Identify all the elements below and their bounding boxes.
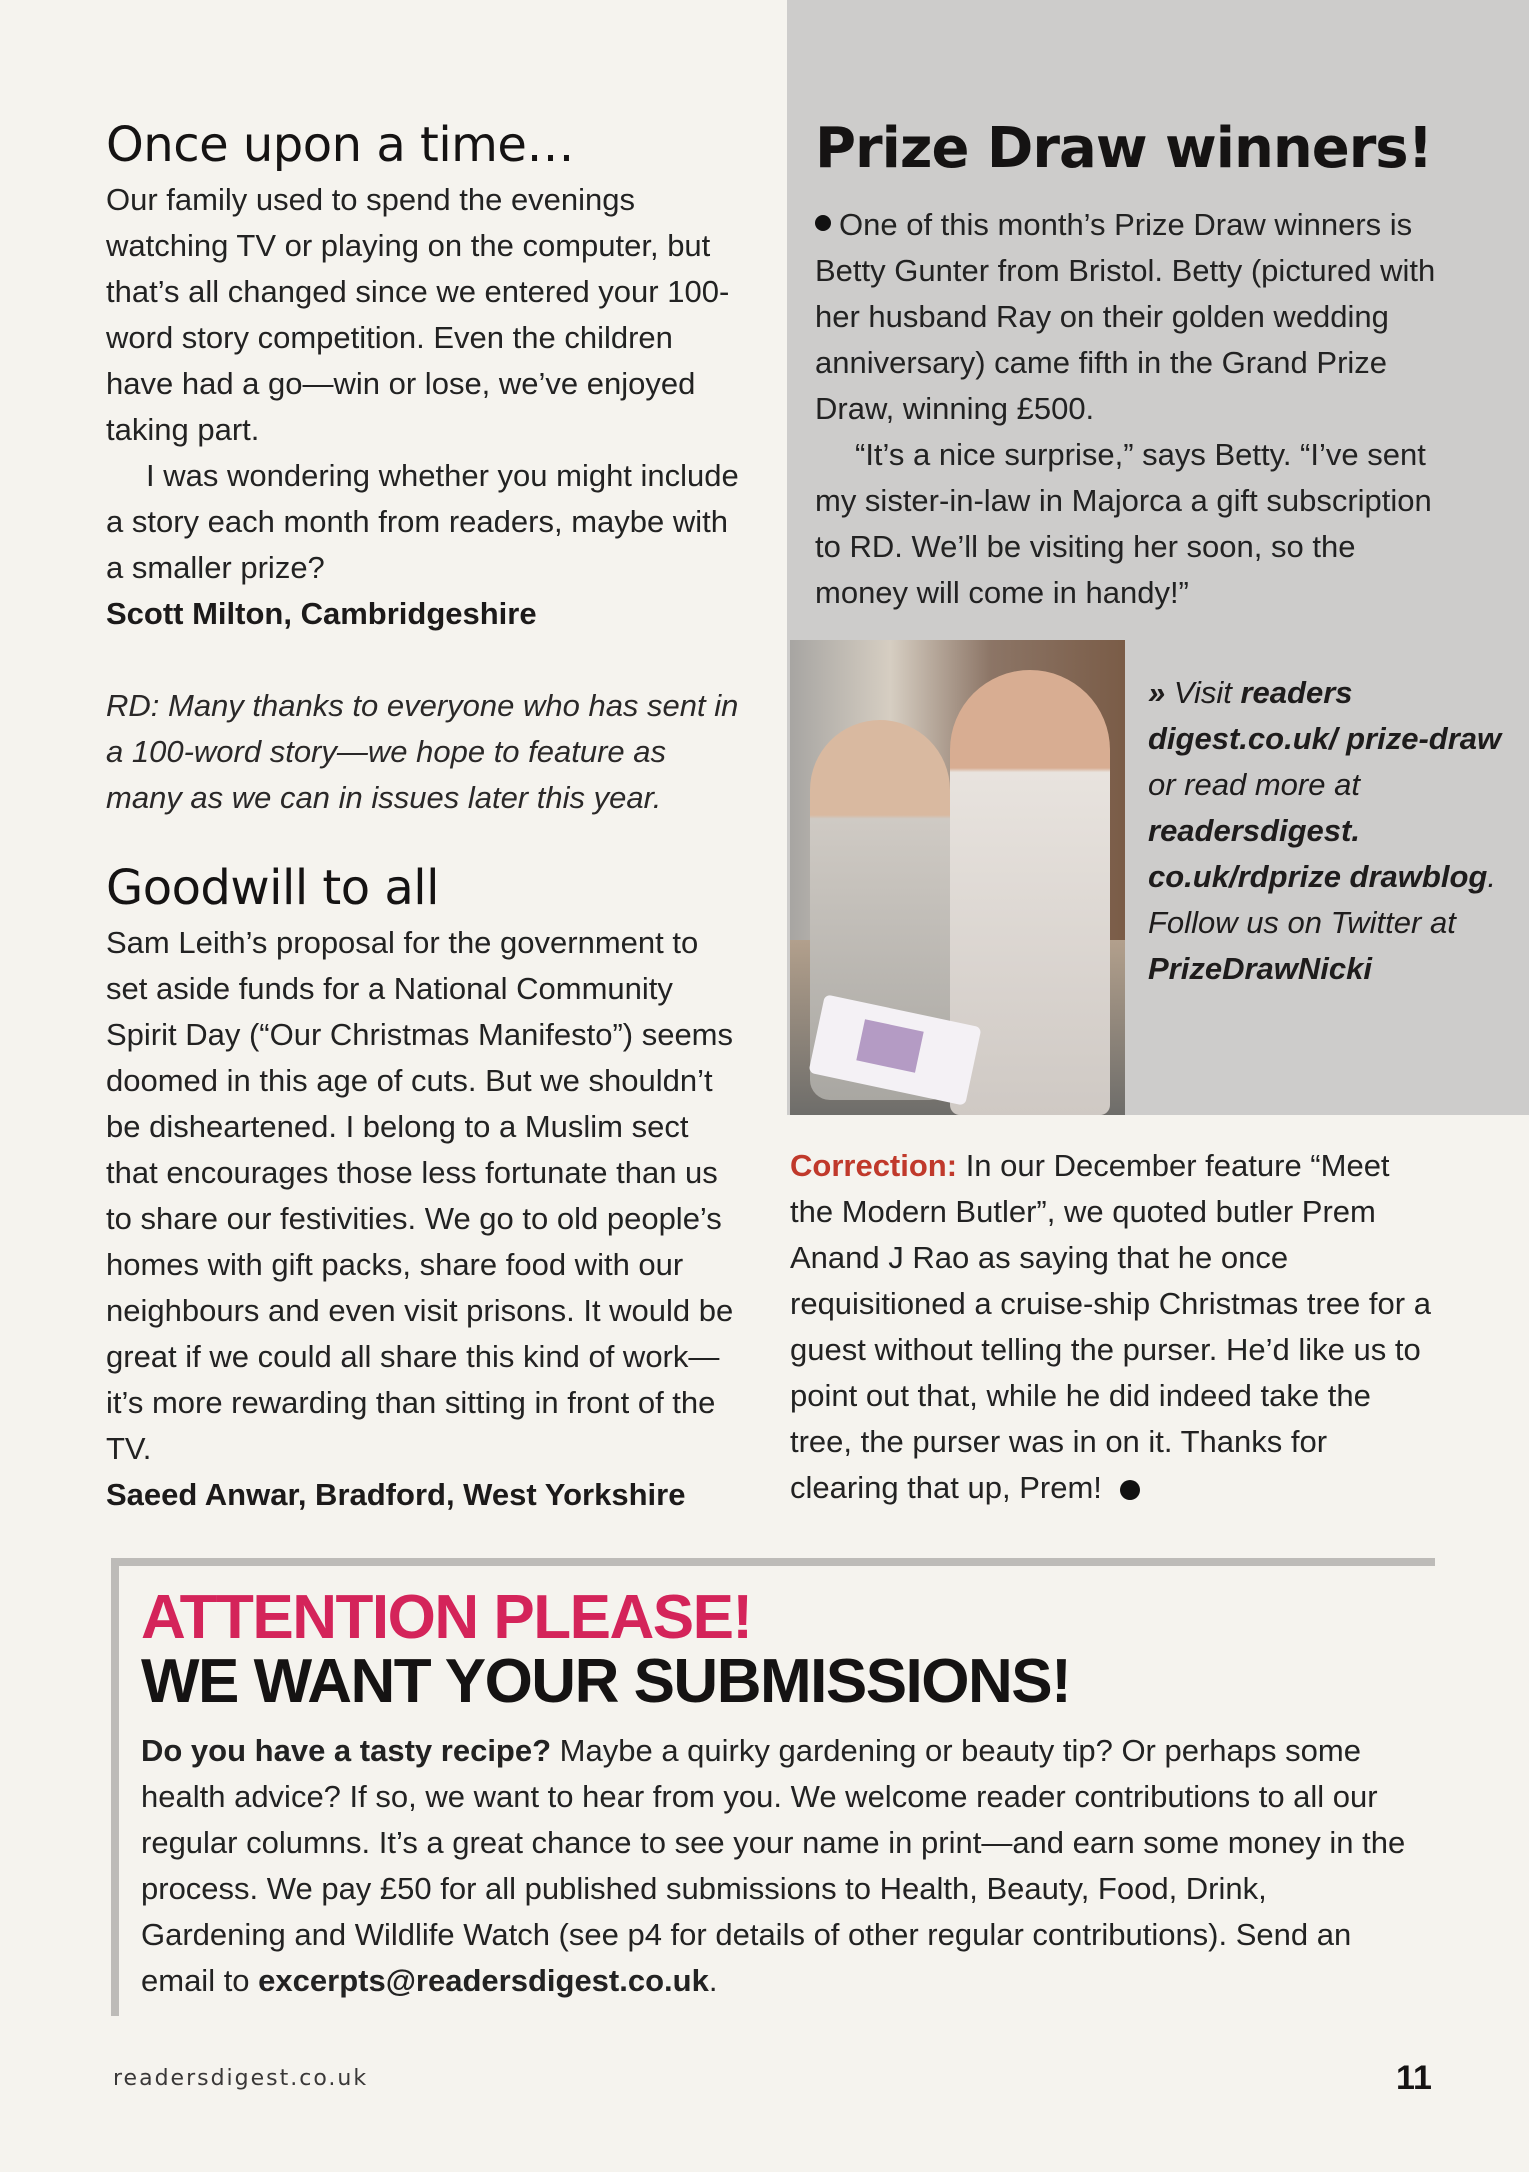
- prize-draw-link[interactable]: readers digest.co.uk/ prize-draw: [1148, 675, 1502, 756]
- winner-photo-block: [790, 640, 1529, 1115]
- winners-photo: [790, 640, 1125, 1115]
- bullet-icon: [815, 215, 831, 231]
- photo-caption: » Visit readers digest.co.uk/ prize-draw or read more at readersdigest. co.uk/rdprize drawblog. Follow us on Twitter at PrizeDrawNicki: [1148, 675, 1502, 986]
- letter-signature: Saeed Anwar, Bradford, West Yorkshire: [106, 1477, 686, 1513]
- prize-draw-column: [815, 118, 1455, 616]
- correction-text: In our December feature “Meet the Modern Butler”, we quoted butler Prem Anand J Rao as saying that he once requisitioned a cruise-ship Christmas tree for a guest without telling the purser. He’d like us to point out that, while he did indeed take the tree, the purser was in on it. Thanks for clearing that up, Prem!: [790, 1148, 1431, 1505]
- prize-quote: “It’s a nice surprise,” says Betty. “I’ve sent my sister-in-law in Majorca a gift subscription to RD. We’ll be visiting her soon, so the money will come in handy!”: [815, 436, 1432, 610]
- correction-note: [790, 1143, 1440, 1511]
- submissions-text: Do you have a tasty recipe? Maybe a quirky gardening or beauty tip? Or perhaps some health advice? If so, we want to hear from you. We welcome reader contributions to all our regular columns. It’s a great chance to see your name in print—and earn some money in the process. We pay £50 for all published submissions to Health, Beauty, Food, Drink, Gardening and Wildlife Watch (see p4 for details of other regular contributions). Send an email to excerpts@readersdigest.co.uk.: [141, 1733, 1406, 1998]
- letter-paragraph: Our family used to spend the evenings watching TV or playing on the computer, but that’s all changed since we entered your 100-word story competition. Even the children have had a go—win or lose, we’ve enjoyed taking part.: [106, 182, 730, 448]
- submissions-heading: WE WANT YOUR SUBMISSIONS!: [141, 1647, 1071, 1716]
- letter-paragraph: I was wondering whether you might include a story each month from readers, maybe with a smaller prize?: [106, 458, 739, 586]
- letters-column: [106, 118, 746, 1518]
- rd-reply: RD: Many thanks to everyone who has sent in a 100-word story—we hope to feature as many as we can in issues later this year.: [106, 688, 739, 816]
- prize-draw-heading: Prize Draw winners!: [815, 116, 1433, 181]
- end-bullet-icon: [1120, 1480, 1140, 1500]
- section-heading-once-upon: Once upon a time…: [106, 117, 574, 173]
- twitter-handle[interactable]: PrizeDrawNicki: [1148, 951, 1372, 986]
- page-number: 11: [1396, 2059, 1432, 2097]
- submissions-box: [111, 1558, 1435, 2016]
- prize-paragraph: One of this month’s Prize Draw winners is Betty Gunter from Bristol. Betty (pictured with her husband Ray on their golden wedding anniversary) came fifth in the Grand Prize Draw, winning £500.: [815, 206, 1436, 426]
- attention-heading: ATTENTION PLEASE!: [141, 1583, 752, 1652]
- section-heading-goodwill: Goodwill to all: [106, 860, 439, 917]
- blog-link[interactable]: readersdigest. co.uk/rdprize drawblog: [1148, 813, 1488, 894]
- correction-label: Correction:: [790, 1148, 958, 1183]
- letter-signature: Scott Milton, Cambridgeshire: [106, 596, 537, 632]
- arrow-icon: »: [1148, 675, 1166, 710]
- letter-paragraph: Sam Leith’s proposal for the government to set aside funds for a National Community Spirit Day (“Our Christmas Manifesto”) seems doomed in this age of cuts. But we shouldn’t be disheartened. I belong to a Muslim sect that encourages those less fortunate than us to share our festivities. We go to old people’s homes with gift packs, share food with our neighbours and even visit prisons. It would be great if we could all share this kind of work—it’s more rewarding than sitting in front of the TV.: [106, 925, 734, 1467]
- email-link[interactable]: excerpts@readersdigest.co.uk: [258, 1963, 709, 1998]
- footer-site: readersdigest.co.uk: [113, 2066, 369, 2091]
